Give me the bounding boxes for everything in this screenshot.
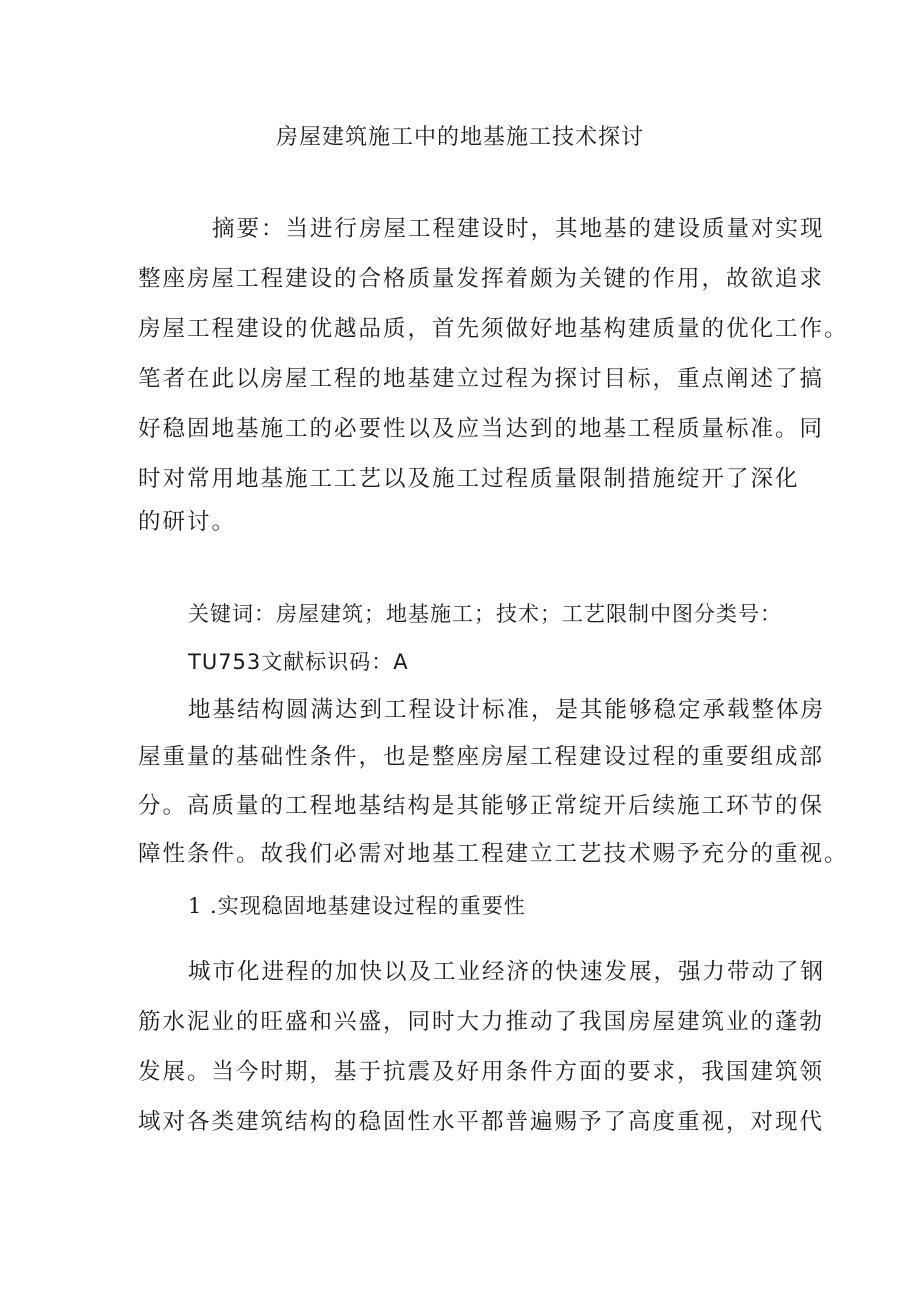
abstract-line: 房屋工程建设的优越品质，首先须做好地基构建质量的优化工作。: [138, 316, 849, 342]
section-line: 域对各类建筑结构的稳固性水平都普遍赐予了高度重视，对现代: [138, 1109, 825, 1135]
intro-line: 障性条件。故我们必需对地基工程建立工艺技术赐予充分的重视。: [138, 841, 849, 867]
section-line: 筋水泥业的旺盛和兴盛，同时大力推动了我国房屋建筑业的蓬勃: [138, 1009, 825, 1035]
classification-line: TU753文献标识码：A: [188, 650, 409, 674]
section-line: 城市化进程的加快以及工业经济的快速发展，强力带动了钢: [188, 959, 826, 985]
section-line: 发展。当今时期，基于抗震及好用条件方面的要求，我国建筑领: [138, 1059, 825, 1085]
abstract-line: 摘要：当进行房屋工程建设时，其地基的建设质量对实现: [212, 216, 825, 242]
abstract-line: 笔者在此以房屋工程的地基建立过程为探讨目标，重点阐述了搞: [138, 366, 825, 392]
abstract-line: 的研讨。: [138, 509, 237, 535]
abstract-line: 好稳固地基施工的必要性以及应当达到的地基工程质量标准。同: [138, 416, 825, 442]
keywords-line: 关键词：房屋建筑；地基施工；技术；工艺限制中图分类号：: [188, 602, 782, 626]
document-title: 房屋建筑施工中的地基施工技术探讨: [275, 125, 644, 150]
abstract-line: 整座房屋工程建设的合格质量发挥着颇为关键的作用，故欲追求: [138, 266, 825, 292]
abstract-line: 时对常用地基施工工艺以及施工过程质量限制措施绽开了深化: [138, 466, 800, 492]
intro-line: 地基结构圆满达到工程设计标准，是其能够稳定承载整体房: [188, 697, 826, 723]
intro-line: 分。高质量的工程地基结构是其能够正常绽开后续施工环节的保: [138, 793, 825, 819]
intro-line: 屋重量的基础性条件，也是整座房屋工程建设过程的重要组成部: [138, 744, 825, 770]
section-heading: 1 .实现稳固地基建设过程的重要性: [188, 894, 526, 918]
